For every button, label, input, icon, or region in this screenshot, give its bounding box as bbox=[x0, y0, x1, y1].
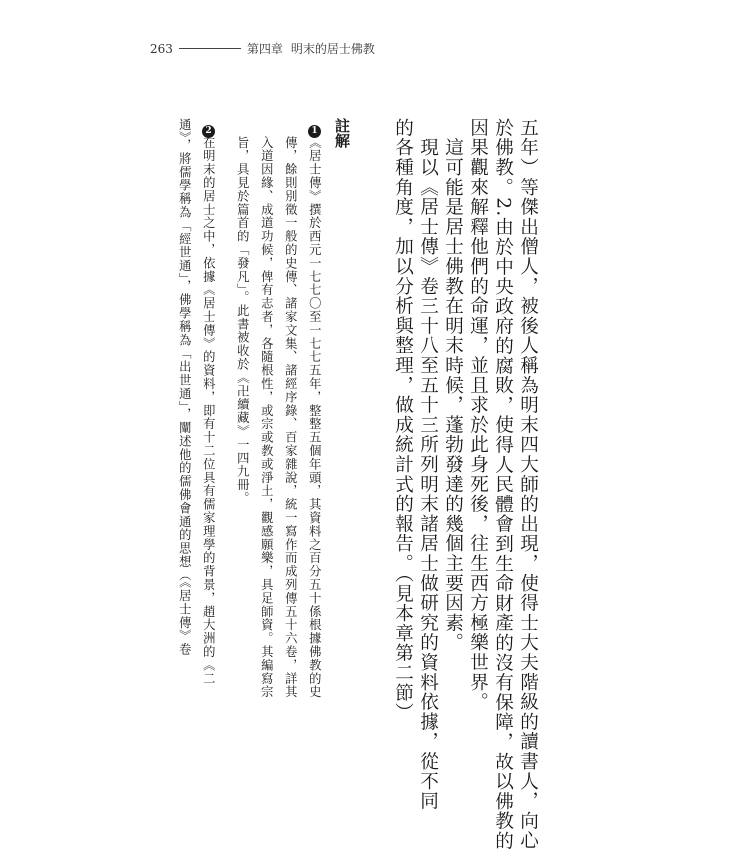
body-column: 於佛教。2.由於中央政府的腐敗，使得人民體會到生命財產的沒有保障，故以佛教的 bbox=[492, 118, 514, 851]
chapter-title: 明末的居士佛教 bbox=[290, 42, 375, 56]
note-number: 2 bbox=[202, 125, 215, 138]
note-line: 傳，餘則別徵一般的史傳、諸家文集、諸經序錄、百家雜說，統一寫作而成列傳五十六卷，詳其 bbox=[283, 136, 298, 699]
page-number: 263 bbox=[150, 41, 173, 56]
note-line: 《居士傳》撰於西元一七七〇至一七七五年，整整五個年頭，其資料之百分五十係根據佛教的史 bbox=[307, 136, 322, 699]
body-column: 五年）等傑出僧人，被後人稱為明末四大師的出現，使得士大夫階級的讀書人，向心 bbox=[517, 118, 539, 851]
note-line: 入道因緣、成道功候，俾有志者，各隨根性，或宗或教或淨土，觀感願樂，具足師資。其編寫宗 bbox=[259, 136, 274, 699]
note-line: 在明末的居士之中，依據《居士傳》的資料，即有十二位具有儒家理學的背景，趙大洲的《二 bbox=[201, 136, 216, 686]
note-number: 1 bbox=[308, 125, 321, 138]
body-column: 這可能是居士佛教在明末時候，蓬勃發達的幾個主要因素。 bbox=[442, 118, 464, 653]
running-header bbox=[150, 40, 375, 57]
header-rule bbox=[179, 48, 241, 49]
note-line: 旨，具見於篇首的「發凡」。此書被收於《卍續藏》一四九冊。 bbox=[235, 136, 250, 506]
chapter-label: 第四章 bbox=[246, 42, 283, 56]
body-column: 現以《居士傳》卷三十八至五十三所列明末諸居士做研究的資料依據，從不同 bbox=[417, 118, 439, 811]
notes-heading: 註解 bbox=[333, 118, 351, 148]
note-line: 通》，將儒學稱為「經世通」，佛學稱為「出世通」，闡述他的儒佛會通的思想（《居士傳》卷 bbox=[177, 118, 192, 657]
body-column: 因果觀來解釋他們的命運，並且求於此身死後，往生西方極樂世界。 bbox=[467, 118, 489, 712]
body-column: 的各種角度，加以分析與整理，做成統計式的報告。（見本章第二節） bbox=[392, 118, 414, 723]
